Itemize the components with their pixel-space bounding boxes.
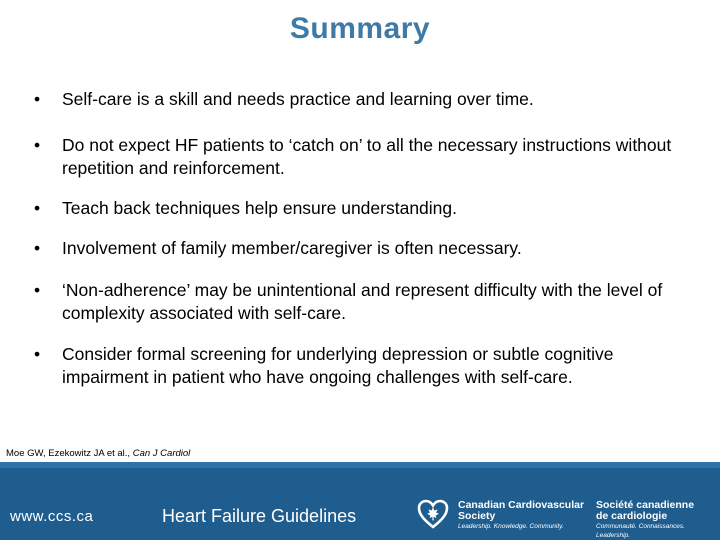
list-item (34, 343, 694, 389)
heart-maple-leaf-icon (417, 498, 449, 530)
list-item (34, 237, 522, 260)
slide-title: Summary (289, 12, 431, 45)
org-name-english: Canadian Cardiovascular Society Leadership. Knowledge. Community. (458, 499, 585, 530)
website-link[interactable]: www.ccs.ca (10, 508, 94, 525)
footer-strip (0, 462, 720, 468)
bullet-text: Involvement of family member/caregiver is often necessary. (62, 238, 522, 258)
bullet-marker: • (34, 344, 41, 364)
list-item (34, 197, 457, 220)
bullet-text: Self-care is a skill and needs practice and learning over time. (62, 89, 534, 109)
org-name-french: Société canadienne de cardiologie Communauté. Connaissances. Leadership. (596, 499, 695, 539)
bullet-text: Teach back techniques help ensure understanding. (62, 198, 457, 218)
bullet-marker: • (34, 280, 41, 300)
citation (6, 448, 190, 459)
bullet-text: Consider formal screening for underlying depression or subtle cognitive impairment in patient who have ongoing challenges with self-care. (62, 344, 614, 387)
list-item (34, 134, 694, 180)
list-item (34, 88, 534, 111)
bullet-marker: • (34, 238, 41, 258)
bullet-marker: • (34, 198, 41, 218)
citation-authors: Moe GW, Ezekowitz JA et al., (6, 448, 133, 459)
bullet-marker: • (34, 135, 41, 155)
footer-title: Heart Failure Guidelines (162, 506, 357, 526)
citation-journal: Can J Cardiol (132, 448, 191, 459)
bullet-marker: • (34, 89, 41, 109)
list-item (34, 279, 694, 325)
bullet-text: Do not expect HF patients to ‘catch on’ to all the necessary instructions without repetition and reinforcement. (62, 135, 672, 178)
bullet-text: ‘Non-adherence’ may be unintentional and represent difficulty with the level of complexity associated with self-care. (62, 280, 663, 323)
